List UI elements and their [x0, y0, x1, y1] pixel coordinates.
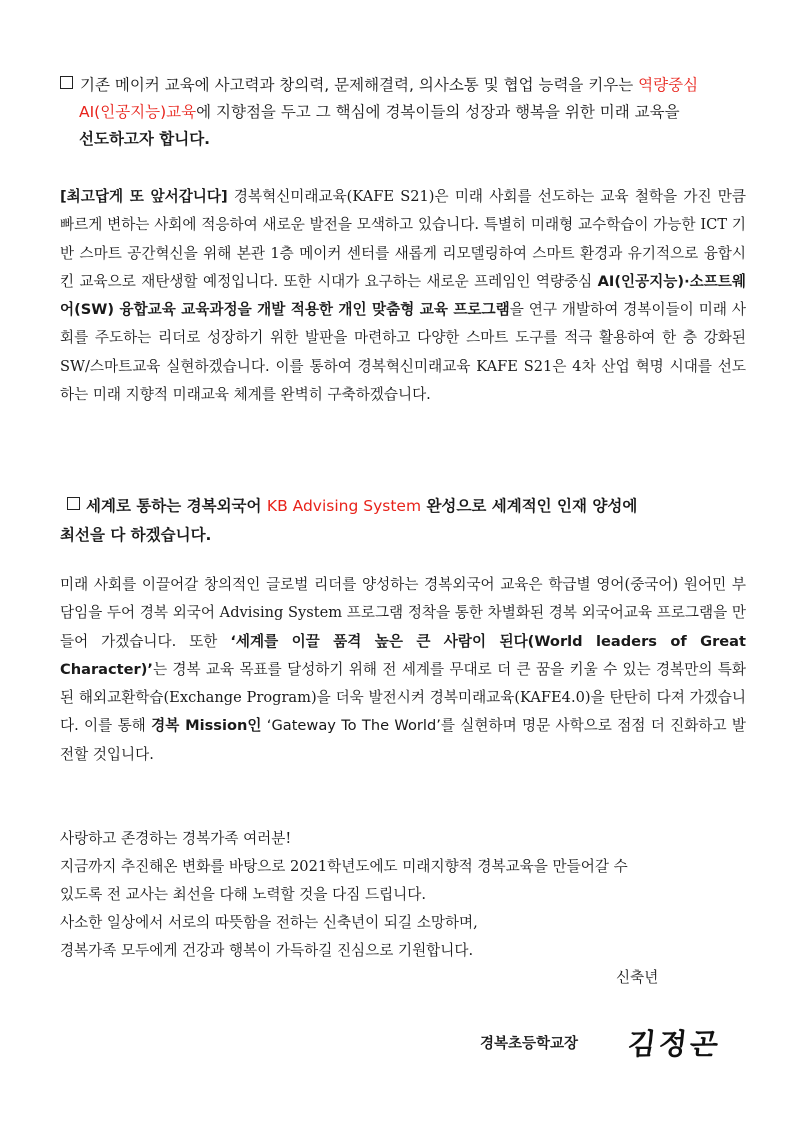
highlight-ai-education: AI(인공지능)교육	[79, 103, 197, 121]
bold-mission: 경복 Mission인	[151, 717, 262, 735]
heading2-line-1: 세계로 통하는 경복외국어 KB Advising System 완성으로 세계적인 인재 양성에	[60, 492, 746, 521]
checkbox-square-icon	[60, 76, 73, 89]
handwritten-signature: 김정곤	[626, 1027, 723, 1061]
paragraph-future-education: [최고답게 또 앞서갑니다] 경복혁신미래교육(KAFE S21)은 미래 사회를 선도하는 교육 철학을 가진 만큼 빠르게 변하는 사회에 적응하여 새로운 발전을 모색하고 있습니다. 특별히 미래형 교수학습이 가능한 ICT 기반 스마트 공간혁신을 위해 본관 1층 메이커 센터를 새롭게 리모델링하여 스마트 환경과 유기적으로 융합시킨 교육으로 재탄생할 예정입니다. 또한 시대가 요구하는 새로운 프레임인 역량중심 AI(인공지능)·소프트웨어(SW) 융합교육 교육과정을 개발 적용한 개인 맞춤형 교육 프로그램을 연구 개발하여 경복이들이 미래 사회를 주도하는 리더로 성장하기 위한 발판을 마련하고 다양한 스마트 도구를 적극 활용하여 한 층 강화된 SW/스마트교육 실현하겠습니다. 이를 통하여 경복혁신미래교육 KAFE S21은 4차 산업 혁명 시대를 선도하는 미래 지향적 미래교육 체계를 완벽히 구축하겠습니다.	[60, 188, 746, 404]
mission-quote: ‘Gateway To The World’	[261, 717, 441, 735]
closing-line-3: 있도록 전 교사는 최선을 다해 노력할 것을 다짐 드립니다.	[60, 886, 426, 903]
closing-remarks	[60, 825, 746, 965]
closing-line-1: 사랑하고 존경하는 경복가족 여러분!	[60, 830, 292, 847]
principal-title: 경복초등학교장	[480, 1036, 579, 1052]
signature-block	[480, 1022, 740, 1072]
closing-line-2: 지금까지 추진해온 변화를 바탕으로 2021학년도에도 미래지향적 경복교육을 만들어갈 수	[60, 858, 628, 875]
new-year-date: 신축년	[616, 969, 659, 986]
closing-line-5: 경복가족 모두에게 건강과 행복이 가득하길 진심으로 기원합니다.	[60, 942, 474, 959]
paragraph-global-leader: 미래 사회를 이끌어갈 창의적인 글로벌 리더를 양성하는 경복외국어 교육은 학급별 영어(중국어) 원어민 부담임을 두어 경복 외국어 Advising System 프로그램 정착을 통한 차별화된 경복 외국어교육 프로그램을 만들어 가겠습니다. 또한 ‘세계를 이끌 품격 높은 큰 사람이 된다(World leaders of Great Character)’는 경복 교육 목표를 달성하기 위해 전 세계를 무대로 더 큰 꿈을 키울 수 있는 경복만의 특화된 해외교환학습(Exchange Program)을 더욱 발전시켜 경복미래교육(KAFE4.0)을 탄탄히 다져 가겠습니다. 이를 통해 경복 Mission인 ‘Gateway To The World’를 실현하며 명문 사학으로 점점 더 진화하고 발전할 것입니다.	[60, 576, 747, 763]
heading-line-1: 기존 메이커 교육에 사고력과 창의력, 문제해결력, 의사소통 및 협업 능력을 키우는 역량중심	[60, 72, 746, 99]
highlight-competency: 역량중심	[638, 76, 699, 94]
paragraph-tag: [최고답게 또 앞서갑니다]	[60, 188, 228, 205]
heading2-line-2: 최선을 다 하겠습니다.	[60, 526, 212, 544]
section-heading-foreign-language	[60, 492, 746, 550]
checkbox-square-icon	[67, 497, 80, 510]
section-heading-ai-education	[60, 72, 746, 153]
closing-line-4: 사소한 일상에서 서로의 따뜻함을 전하는 신축년이 되길 소망하며,	[60, 914, 478, 931]
bold-school-motto: ‘세계를 이끌 품격 높은 큰 사람이 된다(World leaders of Great Character)’	[60, 632, 747, 678]
bold-ai-sw-program: AI(인공지능)·소프트웨어(SW) 융합교육 교육과정을 개발 적용한 개인 맞춤형 교육 프로그램	[60, 272, 746, 319]
highlight-kb-advising: KB Advising System	[266, 497, 422, 515]
heading-line-2: AI(인공지능)교육에 지향점을 두고 그 핵심에 경복이들의 성장과 행복을 위한 미래 교육을	[79, 103, 680, 121]
heading-line-3: 선도하고자 합니다.	[79, 130, 211, 148]
